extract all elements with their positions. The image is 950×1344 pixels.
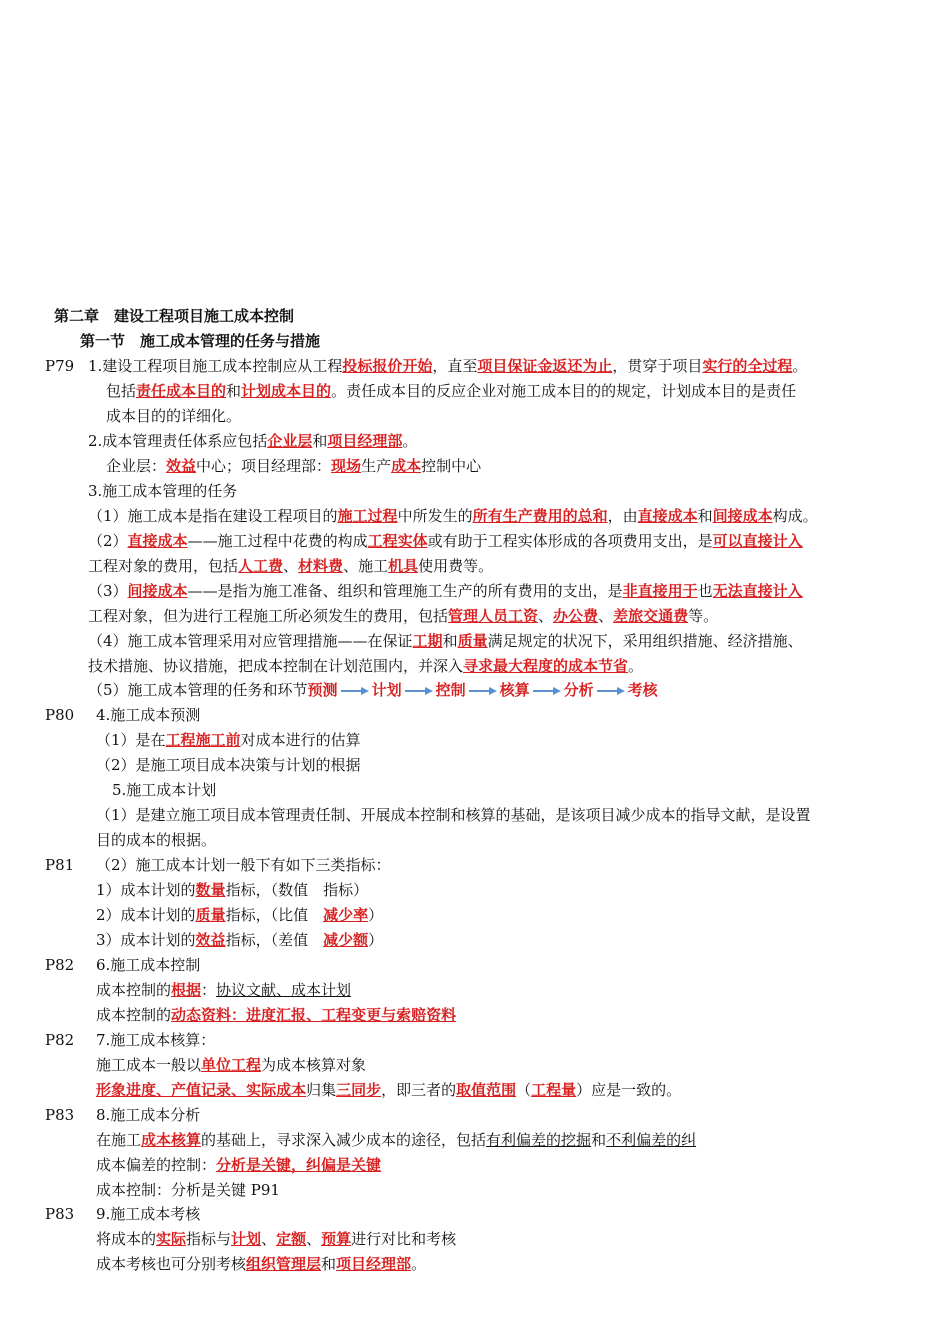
key-term: 可以直接计入 xyxy=(712,532,803,550)
key-term: 工期 xyxy=(412,632,443,650)
key-term: 实行的全过程 xyxy=(702,357,793,375)
text-line xyxy=(96,1080,681,1100)
text: 在施工 xyxy=(96,1131,142,1149)
text: 工程对象，但为进行工程施工所必须发生的费用，包括 xyxy=(88,607,449,625)
text: ——施工过程中花费的构成 xyxy=(187,532,368,550)
text: 的基础上，寻求深入减少成本的途径，包括 xyxy=(201,1131,487,1149)
key-term: 形象进度 xyxy=(96,1081,157,1099)
key-term: 质量 xyxy=(457,632,488,650)
text: 6.施工成本控制 xyxy=(96,956,201,974)
flow-step: 预测 xyxy=(307,681,338,699)
chapter-title: 第二章 建设工程项目施工成本控制 xyxy=(54,307,295,325)
key-term: 责任成本目的 xyxy=(136,382,227,400)
text: 使用费等。 xyxy=(418,557,494,575)
text: ，直至 xyxy=(432,357,478,375)
page-ref: P80 xyxy=(45,706,75,724)
text: ） xyxy=(368,906,384,924)
right-arrow-icon xyxy=(405,686,433,696)
text: 指标与 xyxy=(186,1230,232,1248)
text: 。 xyxy=(628,657,644,675)
key-term: 定额 xyxy=(276,1230,307,1248)
text: 成本考核也可分别考核 xyxy=(96,1255,247,1273)
text: 和 xyxy=(442,632,458,650)
text: 、 xyxy=(598,607,614,625)
text: ，由 xyxy=(607,507,638,525)
flow-step: 计划 xyxy=(371,681,402,699)
text: 成本目的的详细化。 xyxy=(106,407,242,425)
underlined-text: 协议文献、成本计划 xyxy=(216,981,352,999)
text-line xyxy=(88,656,643,676)
text-line xyxy=(96,1005,456,1025)
key-term: 减少率 xyxy=(323,906,369,924)
text: （2）是施工项目成本决策与计划的根据 xyxy=(96,756,361,774)
text: 5.施工成本计划 xyxy=(112,781,217,799)
text: 和 xyxy=(591,1131,607,1149)
text-line xyxy=(106,381,796,401)
text-line xyxy=(88,581,803,601)
key-term: 动态资料 xyxy=(171,1006,232,1024)
underlined-text: 不利偏差的纠 xyxy=(606,1131,697,1149)
page-ref: P82 xyxy=(45,956,75,974)
text-line xyxy=(106,406,241,426)
key-term: ： xyxy=(231,1006,247,1024)
text-line xyxy=(88,606,718,626)
key-term: 预算 xyxy=(321,1230,352,1248)
text: 7.施工成本核算： xyxy=(96,1031,216,1049)
flow-line xyxy=(88,680,658,700)
text: 归集 xyxy=(306,1081,337,1099)
page-ref: P83 xyxy=(45,1205,75,1223)
key-term: 无法直接计入 xyxy=(712,582,803,600)
text: 。 xyxy=(411,1255,427,1273)
key-term: 差旅交通费 xyxy=(613,607,689,625)
text-line xyxy=(88,481,237,501)
key-term: 管理人员工资 xyxy=(448,607,539,625)
text-line xyxy=(96,1055,366,1075)
text: 成本控制：分析是关键 P91 xyxy=(96,1181,280,1199)
text: 8.施工成本分析 xyxy=(96,1106,201,1124)
key-term: 实际 xyxy=(156,1230,187,1248)
key-term: 分析是关键，纠偏是关键 xyxy=(216,1156,382,1174)
text-line xyxy=(96,930,383,950)
flow-step: 核算 xyxy=(499,681,530,699)
text: 3）成本计划的 xyxy=(96,931,196,949)
key-term: 计划成本目的 xyxy=(241,382,332,400)
text-line xyxy=(88,531,803,551)
text: 和 xyxy=(226,382,242,400)
key-term: 办公费 xyxy=(553,607,599,625)
key-term: 非直接用于 xyxy=(622,582,698,600)
text: 2.成本管理责任体系应包括 xyxy=(88,432,268,450)
text: （3） xyxy=(88,582,128,600)
text: ，贯穿于项目 xyxy=(612,357,703,375)
text: 工程对象的费用，包括 xyxy=(88,557,239,575)
key-term: 工程实体 xyxy=(367,532,428,550)
key-term: 进度汇报 xyxy=(246,1006,307,1024)
key-term: 成本核算 xyxy=(141,1131,202,1149)
text-line xyxy=(88,506,818,526)
key-term: 施工过程 xyxy=(337,507,398,525)
key-term: 成本 xyxy=(391,457,422,475)
key-term: 直接成本 xyxy=(637,507,698,525)
right-arrow-icon xyxy=(597,686,625,696)
text: （5）施工成本管理的任务和环节 xyxy=(88,681,308,699)
text: 、 xyxy=(538,607,554,625)
text-line xyxy=(96,905,383,925)
text-line xyxy=(96,705,200,725)
key-term: 机具 xyxy=(388,557,419,575)
page-ref: P79 xyxy=(45,357,75,375)
key-term: 项目经理部 xyxy=(327,432,403,450)
text: 9.施工成本考核 xyxy=(96,1205,201,1223)
text: 成本控制的 xyxy=(96,1006,172,1024)
key-term: 间接成本 xyxy=(712,507,773,525)
text: 或有助于工程实体形成的各项费用支出，是 xyxy=(427,532,713,550)
text: 1.建设工程项目施工成本控制应从工程 xyxy=(88,357,343,375)
text: 技术措施、协议措施，把成本控制在计划范围内，并深入 xyxy=(88,657,464,675)
key-term: 直接成本 xyxy=(127,532,188,550)
key-term: 质量 xyxy=(195,906,226,924)
text: ——是指为施工准备、组织和管理施工生产的所有费用的支出，是 xyxy=(187,582,623,600)
key-term: 取值范围 xyxy=(456,1081,517,1099)
right-arrow-icon xyxy=(469,686,497,696)
key-term: 寻求最大程度的成本节省 xyxy=(463,657,629,675)
page-ref: P83 xyxy=(45,1106,75,1124)
text: 构成。 xyxy=(772,507,818,525)
section-title: 第一节 施工成本管理的任务与措施 xyxy=(80,332,321,350)
text: 也 xyxy=(697,582,713,600)
text: 和 xyxy=(697,507,713,525)
text: 指标，（数值 指标） xyxy=(225,881,369,899)
text: 3.施工成本管理的任务 xyxy=(88,482,238,500)
text-line xyxy=(96,1229,456,1249)
text: 、 xyxy=(261,1230,277,1248)
key-term: 现场 xyxy=(331,457,362,475)
text: ： xyxy=(201,981,217,999)
key-term: 计划 xyxy=(231,1230,262,1248)
key-term: 企业层 xyxy=(267,432,313,450)
key-term: 单位工程 xyxy=(201,1056,262,1074)
key-term: 组织管理层 xyxy=(246,1255,322,1273)
text-line xyxy=(96,855,391,875)
text: 。责任成本目的反应企业对施工成本目的的规定，计划成本目的是责任 xyxy=(331,382,797,400)
text-line xyxy=(96,1204,200,1224)
text-line xyxy=(88,356,807,376)
text: 指标，（比值 xyxy=(225,906,324,924)
text: 施工成本一般以 xyxy=(96,1056,202,1074)
text: 为成本核算对象 xyxy=(261,1056,367,1074)
key-term: 、 xyxy=(306,1006,322,1024)
text: （4）施工成本管理采用对应管理措施——在保证 xyxy=(88,632,413,650)
text: 。 xyxy=(402,432,418,450)
text: 和 xyxy=(321,1255,337,1273)
key-term: 项目保证金返还为止 xyxy=(477,357,613,375)
text: （1）施工成本是指在建设工程项目的 xyxy=(88,507,338,525)
key-term: 数量 xyxy=(195,881,226,899)
key-term: 投标报价开始 xyxy=(342,357,433,375)
key-term: 工程施工前 xyxy=(165,731,241,749)
text: （2）施工成本计划一般下有如下三类指标： xyxy=(96,856,391,874)
text: 生产 xyxy=(361,457,392,475)
text-line xyxy=(96,955,200,975)
text-line xyxy=(96,755,361,775)
text-line xyxy=(96,830,216,850)
text-line xyxy=(96,1030,215,1050)
key-term: 工程量 xyxy=(531,1081,577,1099)
text: ，即三者的 xyxy=(381,1081,457,1099)
key-term: 减少额 xyxy=(323,931,369,949)
text: 满足规定的状况下，采用组织措施、经济措施、 xyxy=(487,632,803,650)
text: ）应是一致的。 xyxy=(576,1081,682,1099)
text: 4.施工成本预测 xyxy=(96,706,201,724)
text-line xyxy=(96,1130,696,1150)
text-line xyxy=(106,456,481,476)
key-term: 效益 xyxy=(195,931,226,949)
key-term: 、 xyxy=(231,1081,247,1099)
text: 中心；项目经理部： xyxy=(196,457,332,475)
key-term: 人工费 xyxy=(238,557,284,575)
underlined-text: 有利偏差的挖掘 xyxy=(486,1131,592,1149)
text-line xyxy=(96,1155,381,1175)
text-line xyxy=(112,780,216,800)
key-term: 所有生产费用的总和 xyxy=(472,507,608,525)
text-line xyxy=(96,1180,280,1200)
key-term: 产值记录 xyxy=(171,1081,232,1099)
key-term: 实际成本 xyxy=(246,1081,307,1099)
text-line xyxy=(88,431,417,451)
text-line xyxy=(88,631,803,651)
text-line xyxy=(96,880,368,900)
key-term: 三同步 xyxy=(336,1081,382,1099)
flow-step: 考核 xyxy=(627,681,658,699)
text: 将成本的 xyxy=(96,1230,157,1248)
text: （2） xyxy=(88,532,128,550)
page-ref: P82 xyxy=(45,1031,75,1049)
key-term: 材料费 xyxy=(298,557,344,575)
text: 、 xyxy=(306,1230,322,1248)
text: （ xyxy=(516,1081,532,1099)
text: 等。 xyxy=(688,607,719,625)
key-term: 间接成本 xyxy=(127,582,188,600)
text-line xyxy=(96,805,811,825)
page-ref: P81 xyxy=(45,856,75,874)
text: 包括 xyxy=(106,382,137,400)
text: 成本偏差的控制： xyxy=(96,1156,217,1174)
text: ） xyxy=(368,931,384,949)
flow-step: 控制 xyxy=(435,681,466,699)
text-line xyxy=(96,1254,426,1274)
text-line xyxy=(96,1105,200,1125)
key-term: 效益 xyxy=(166,457,197,475)
text: 、施工 xyxy=(343,557,389,575)
key-term: 索赔资料 xyxy=(396,1006,457,1024)
text-line xyxy=(96,730,361,750)
text-line xyxy=(96,980,351,1000)
text: 、 xyxy=(283,557,299,575)
flow-step: 分析 xyxy=(563,681,594,699)
key-term: 根据 xyxy=(171,981,202,999)
text: 对成本进行的估算 xyxy=(240,731,361,749)
text: （1）是建立施工项目成本管理责任制、开展成本控制和核算的基础，是该项目减少成本的指导文献，是设置 xyxy=(96,806,811,824)
text: 和 xyxy=(312,432,328,450)
text: 1）成本计划的 xyxy=(96,881,196,899)
right-arrow-icon xyxy=(533,686,561,696)
text: 指标，（差值 xyxy=(225,931,324,949)
text: 2）成本计划的 xyxy=(96,906,196,924)
text-line xyxy=(88,556,493,576)
text: （1）是在 xyxy=(96,731,166,749)
text: 中所发生的 xyxy=(397,507,473,525)
text: 进行对比和考核 xyxy=(351,1230,457,1248)
text: 企业层： xyxy=(106,457,167,475)
key-term: 与 xyxy=(381,1006,397,1024)
key-term: 、 xyxy=(156,1081,172,1099)
text: 目的成本的根据。 xyxy=(96,831,217,849)
key-term: 工程变更 xyxy=(321,1006,382,1024)
key-term: 项目经理部 xyxy=(336,1255,412,1273)
text: 。 xyxy=(792,357,808,375)
right-arrow-icon xyxy=(341,686,369,696)
text: 成本控制的 xyxy=(96,981,172,999)
text: 控制中心 xyxy=(421,457,482,475)
